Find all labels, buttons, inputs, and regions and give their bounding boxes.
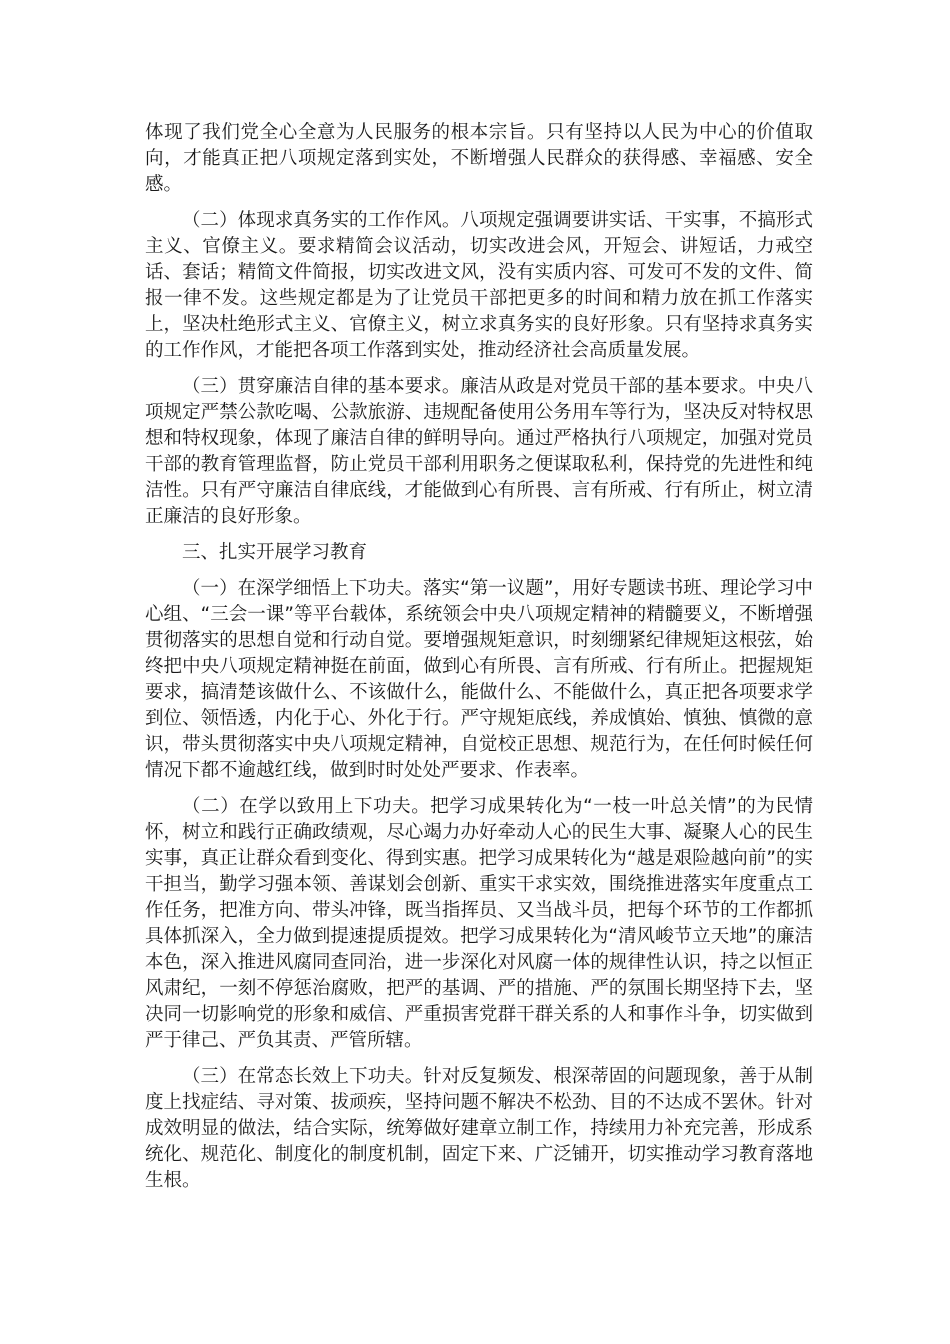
paragraph-section-3-1: （一）在深学细悟上下功夫。落实“第一议题”，用好专题读书班、理论学习中心组、“三会一课”等平台载体，系统领会中央八项规定精神的精髓要义，不断增强贯彻落实的思想自觉和行动自觉。要增强规矩意识，时刻绷紧纪律规矩这根弦，始终把中央八项规定精神挺在前面，做到心有所畏、言有所戒、行有所止。把握规矩要求，搞清楚该做什么、不该做什么，能做什么、不能做什么，真正把各项要求学到位、领悟透，内化于心、外化于行。严守规矩底线，养成慎始、慎独、慎微的意识，带头贯彻落实中央八项规定精神，自觉校正思想、规范行为，在任何时候任何情况下都不逾越红线，做到时时处处严要求、作表率。 (145, 578, 813, 781)
document-body (145, 120, 813, 1204)
section-heading-3: 三、扎实开展学习教育 (182, 542, 368, 563)
paragraph-section-3-2: （二）在学以致用上下功夫。把学习成果转化为“一枝一叶总关情”的为民情怀，树立和践行正确政绩观，尽心竭力办好牵动人心的民生大事、凝聚人心的民生实事，真正让群众看到变化、得到实惠。把学习成果转化为“越是艰险越向前”的实干担当，勤学习强本领、善谋划会创新、重实干求实效，围绕推进落实年度重点工作任务，把准方向、带头冲锋，既当指挥员、又当战斗员，把每个环节的工作都抓具体抓深入，全力做到提速提质提效。把学习成果转化为“清风峻节立天地”的廉洁本色，深入推进风腐同查同治，进一步深化对风腐一体的规律性认识，持之以恒正风肃纪，一刻不停惩治腐败，把严的基调、严的措施、严的氛围长期坚持下去，坚决同一切影响党的形象和威信、严重损害党群干群关系的人和事作斗争，切实做到严于律己、严负其责、严管所辖。 (145, 796, 813, 1051)
paragraph-section-2-3: （三）贯穿廉洁自律的基本要求。廉洁从政是对党员干部的基本要求。中央八项规定严禁公款吃喝、公款旅游、违规配备使用公务用车等行为，坚决反对特权思想和特权现象，体现了廉洁自律的鲜明导向。通过严格执行八项规定，加强对党员干部的教育管理监督，防止党员干部利用职务之便谋取私利，保持党的先进性和纯洁性。只有严守廉洁自律底线，才能做到心有所畏、言有所戒、行有所止，树立清正廉洁的良好形象。 (145, 376, 813, 527)
paragraph-section-2-2: （二）体现求真务实的工作作风。八项规定强调要讲实话、干实事，不搞形式主义、官僚主义。要求精简会议活动，切实改进会风，开短会、讲短话，力戒空话、套话；精简文件简报，切实改进文风，没有实质内容、可发可不发的文件、简报一律不发。这些规定都是为了让党员干部把更多的时间和精力放在抓工作落实上，坚决杜绝形式主义、官僚主义，树立求真务实的良好形象。只有坚持求真务实的工作作风，才能把各项工作落到实处，推动经济社会高质量发展。 (145, 210, 813, 361)
paragraph-section-3-3: （三）在常态长效上下功夫。针对反复频发、根深蒂固的问题现象，善于从制度上找症结、寻对策、拔顽疾，坚持问题不解决不松劲、目的不达成不罢休。针对成效明显的做法，结合实际，统筹做好建章立制工作，持续用力补充完善，形成系统化、规范化、制度化的制度机制，固定下来、广泛铺开，切实推动学习教育落地生根。 (145, 1066, 813, 1191)
paragraph-intro-continuation: 体现了我们党全心全意为人民服务的根本宗旨。只有坚持以人民为中心的价值取向，才能真正把八项规定落到实处，不断增强人民群众的获得感、幸福感、安全感。 (145, 122, 813, 195)
